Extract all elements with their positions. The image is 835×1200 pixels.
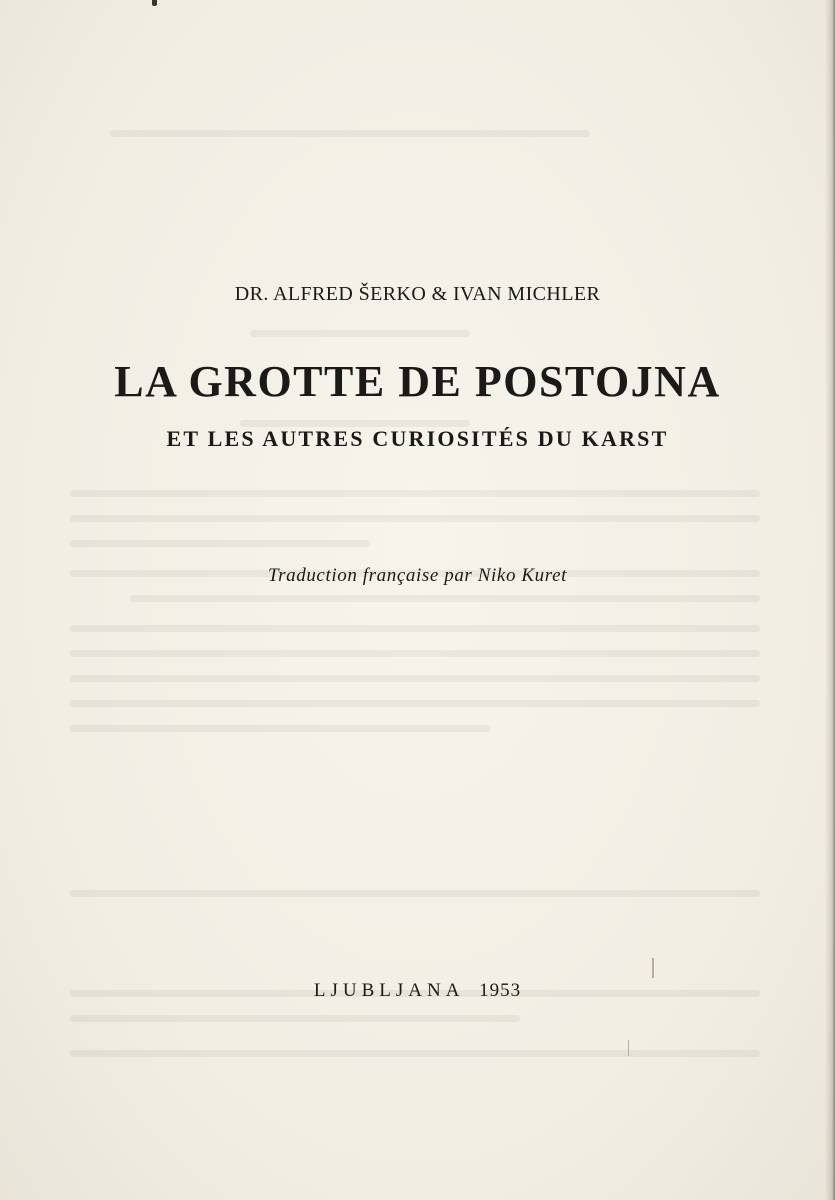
paper-speck <box>628 1040 629 1056</box>
book-subtitle: ET LES AUTRES CURIOSITÉS DU KARST <box>166 426 669 451</box>
imprint-year: 1953 <box>479 980 522 1001</box>
page-edge-mark <box>152 0 157 6</box>
imprint-city: LJUBLJANA <box>313 980 464 1001</box>
paper-speck <box>652 958 654 978</box>
page-edge-shadow <box>825 0 835 1200</box>
translation-credit: Traduction française par Niko Kuret <box>268 565 567 586</box>
show-through-text <box>70 120 770 1100</box>
authors-line: DR. ALFRED ŠERKO & IVAN MICHLER <box>234 283 601 305</box>
imprint <box>0 980 835 1002</box>
book-title: LA GROTTE DE POSTOJNA <box>114 357 721 406</box>
